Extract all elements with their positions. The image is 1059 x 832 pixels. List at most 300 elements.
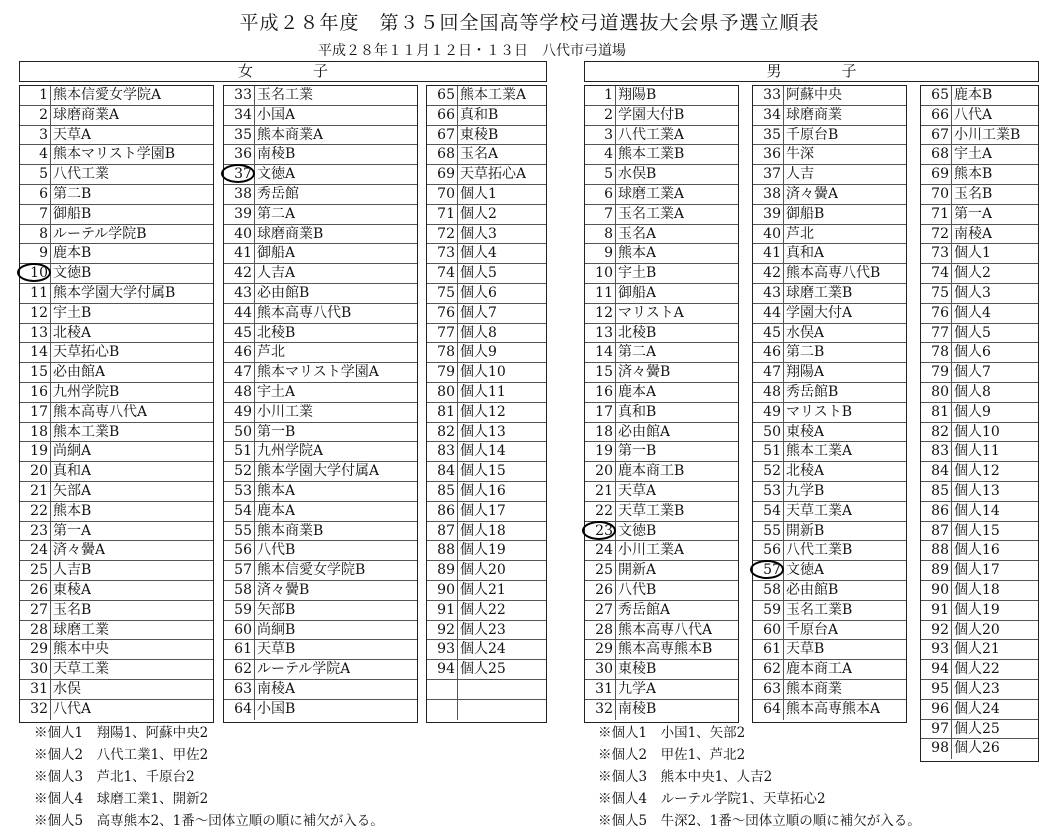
order-number: 91 xyxy=(921,601,952,620)
table-row xyxy=(921,660,1038,680)
order-number: 70 xyxy=(427,185,458,204)
table-row xyxy=(753,126,906,146)
order-number: 15 xyxy=(20,363,51,382)
table-row xyxy=(427,225,546,245)
table-row xyxy=(20,363,213,383)
table-row xyxy=(585,601,738,621)
table-row xyxy=(224,145,417,165)
team-name: 熊本信愛女学院B xyxy=(257,562,366,579)
team-name: 宇土B xyxy=(53,304,92,321)
table-row xyxy=(20,343,213,363)
table-row xyxy=(427,680,546,700)
team-name: 個人18 xyxy=(954,581,1000,598)
team-name: 個人21 xyxy=(954,641,1000,658)
order-number: 22 xyxy=(20,502,51,521)
table-row xyxy=(427,423,546,443)
order-number: 75 xyxy=(921,284,952,303)
order-number: 19 xyxy=(20,442,51,461)
table-row xyxy=(20,581,213,601)
table-row xyxy=(224,423,417,443)
order-number: 78 xyxy=(427,343,458,362)
table-row xyxy=(753,225,906,245)
order-number: 4 xyxy=(20,145,51,164)
table-row xyxy=(20,205,213,225)
table-row xyxy=(20,324,213,344)
team-name: 八代工業B xyxy=(786,542,853,559)
table-row xyxy=(20,640,213,660)
order-number: 81 xyxy=(427,403,458,422)
team-name: 天草工業A xyxy=(786,502,853,519)
order-number: 58 xyxy=(753,581,784,600)
girls-column-3 xyxy=(426,85,547,723)
order-number: 3 xyxy=(585,126,616,145)
team-name: 球磨商業B xyxy=(257,225,324,242)
table-row xyxy=(20,126,213,146)
team-name: 秀岳館B xyxy=(786,383,839,400)
table-row xyxy=(753,700,906,720)
team-name: 個人20 xyxy=(954,621,1000,638)
table-row xyxy=(585,264,738,284)
order-number: 42 xyxy=(753,264,784,283)
team-name: 文徳A xyxy=(257,166,296,183)
table-row xyxy=(224,462,417,482)
order-number: 53 xyxy=(224,482,255,501)
order-number: 18 xyxy=(585,423,616,442)
order-number: 84 xyxy=(921,462,952,481)
table-row xyxy=(427,561,546,581)
table-row xyxy=(224,581,417,601)
table-row xyxy=(753,205,906,225)
team-name: 個人22 xyxy=(954,661,1000,678)
table-row xyxy=(20,660,213,680)
table-row xyxy=(20,502,213,522)
team-name: 九州学院B xyxy=(53,383,120,400)
team-name: 熊本B xyxy=(954,166,993,183)
table-row xyxy=(20,680,213,700)
team-name: 小国A xyxy=(257,106,296,123)
order-number: 95 xyxy=(921,680,952,699)
order-number: 29 xyxy=(585,640,616,659)
table-row xyxy=(224,442,417,462)
team-name: 翔陽A xyxy=(786,364,825,381)
team-name: 東稜A xyxy=(786,423,825,440)
order-number: 2 xyxy=(20,106,51,125)
note-line: ※個人3 芦北1、千原台2 xyxy=(34,769,195,785)
table-row xyxy=(20,225,213,245)
table-row xyxy=(585,106,738,126)
order-number: 6 xyxy=(585,185,616,204)
order-number: 32 xyxy=(585,700,616,720)
table-row xyxy=(427,324,546,344)
table-row xyxy=(585,482,738,502)
team-name: 済々黌A xyxy=(786,185,839,202)
team-name: 個人23 xyxy=(954,680,1000,697)
order-number: 72 xyxy=(427,225,458,244)
team-name: 九学B xyxy=(786,482,825,499)
table-row xyxy=(753,324,906,344)
table-row xyxy=(753,165,906,185)
table-row xyxy=(585,660,738,680)
order-number: 50 xyxy=(753,423,784,442)
table-row xyxy=(224,86,417,106)
order-number: 93 xyxy=(427,640,458,659)
team-name: 個人4 xyxy=(460,245,497,262)
order-number: 91 xyxy=(427,601,458,620)
team-name: 天草A xyxy=(53,126,92,143)
table-row xyxy=(753,680,906,700)
team-name: 個人10 xyxy=(954,423,1000,440)
table-row xyxy=(921,244,1038,264)
order-number: 93 xyxy=(921,640,952,659)
team-name: 個人23 xyxy=(460,621,506,638)
team-name: 個人7 xyxy=(954,364,991,381)
team-name: 熊本高専八代A xyxy=(618,621,713,638)
team-name: 学園大付B xyxy=(618,106,685,123)
order-number: 56 xyxy=(753,541,784,560)
team-name: 人吉 xyxy=(786,166,814,183)
order-number: 40 xyxy=(753,225,784,244)
table-row xyxy=(585,126,738,146)
table-row xyxy=(921,185,1038,205)
order-number: 68 xyxy=(921,145,952,164)
team-name: 個人12 xyxy=(954,463,1000,480)
team-name: 第二A xyxy=(257,205,296,222)
team-name: 熊本商業B xyxy=(257,522,324,539)
order-number: 7 xyxy=(585,205,616,224)
table-row xyxy=(921,621,1038,641)
table-row xyxy=(585,244,738,264)
table-row xyxy=(427,581,546,601)
team-name: 尚絅A xyxy=(53,443,92,460)
team-name: 八代工業 xyxy=(53,166,109,183)
table-row xyxy=(427,442,546,462)
table-row xyxy=(585,423,738,443)
table-row xyxy=(224,660,417,680)
team-name: 熊本工業A xyxy=(786,443,853,460)
order-number: 36 xyxy=(753,145,784,164)
table-row xyxy=(224,126,417,146)
order-number: 25 xyxy=(585,561,616,580)
team-name: 秀岳館 xyxy=(257,185,299,202)
team-name: 第一A xyxy=(954,205,993,222)
team-name: 玉名B xyxy=(53,601,92,618)
order-number: 20 xyxy=(20,462,51,481)
table-row xyxy=(427,264,546,284)
order-number: 33 xyxy=(753,86,784,105)
table-row xyxy=(20,145,213,165)
table-row xyxy=(921,561,1038,581)
order-number: 54 xyxy=(753,502,784,521)
team-name: 熊本高専熊本B xyxy=(618,641,713,658)
table-row xyxy=(921,640,1038,660)
order-number: 11 xyxy=(585,284,616,303)
table-row xyxy=(427,601,546,621)
team-name: 個人2 xyxy=(460,205,497,222)
team-name: 天草拓心A xyxy=(460,166,527,183)
order-number: 38 xyxy=(224,185,255,204)
team-name: 個人17 xyxy=(954,562,1000,579)
order-number: 22 xyxy=(585,502,616,521)
table-row xyxy=(427,403,546,423)
table-row xyxy=(753,106,906,126)
order-number: 55 xyxy=(753,522,784,541)
team-name: ルーテル学院B xyxy=(53,225,147,242)
table-row xyxy=(224,205,417,225)
order-number xyxy=(427,700,458,720)
team-name: 熊本高専熊本A xyxy=(786,700,881,717)
order-number: 38 xyxy=(753,185,784,204)
order-number: 14 xyxy=(585,343,616,362)
team-name: 熊本高専八代B xyxy=(257,304,352,321)
team-name xyxy=(458,700,460,720)
table-row xyxy=(20,264,213,284)
team-name: 北稜B xyxy=(257,324,296,341)
table-row xyxy=(20,185,213,205)
team-name: 第二B xyxy=(786,344,825,361)
order-number: 30 xyxy=(20,660,51,679)
team-name: 熊本学園大学付属B xyxy=(53,284,176,301)
boys-header: 男子 xyxy=(584,61,1039,82)
team-name: 玉名A xyxy=(460,146,499,163)
team-name: 個人14 xyxy=(954,502,1000,519)
team-name: 個人22 xyxy=(460,601,506,618)
team-name: 個人1 xyxy=(954,245,991,262)
order-number: 82 xyxy=(921,423,952,442)
order-number: 27 xyxy=(20,601,51,620)
order-number: 51 xyxy=(753,442,784,461)
table-row xyxy=(427,165,546,185)
table-row xyxy=(921,720,1038,740)
order-number: 75 xyxy=(427,284,458,303)
table-row xyxy=(427,343,546,363)
note-line: ※個人5 牛深2、1番～団体立順の順に補欠が入る。 xyxy=(598,813,921,829)
order-number: 73 xyxy=(427,244,458,263)
team-name: 個人11 xyxy=(460,383,506,400)
girls-notes xyxy=(34,722,384,832)
table-row xyxy=(224,621,417,641)
table-row xyxy=(224,700,417,720)
team-name: 八代B xyxy=(257,542,296,559)
table-row xyxy=(427,522,546,542)
team-name: 個人11 xyxy=(954,443,1000,460)
order-number: 92 xyxy=(427,621,458,640)
order-number: 71 xyxy=(921,205,952,224)
table-row xyxy=(921,383,1038,403)
table-row xyxy=(427,621,546,641)
team-name: 東稜B xyxy=(618,661,657,678)
team-name: 真和B xyxy=(460,106,499,123)
team-name: マリストB xyxy=(786,403,853,420)
team-name: 水俣A xyxy=(786,324,825,341)
team-name: 熊本工業A xyxy=(460,87,527,103)
team-name: 第二B xyxy=(53,185,92,202)
team-name: 開新A xyxy=(618,562,657,579)
team-name: 玉名工業A xyxy=(618,205,685,222)
table-row xyxy=(921,165,1038,185)
order-number: 83 xyxy=(427,442,458,461)
table-row xyxy=(921,126,1038,146)
team-name: 球磨商業 xyxy=(786,106,842,123)
order-number: 83 xyxy=(921,442,952,461)
order-number: 49 xyxy=(224,403,255,422)
table-row xyxy=(921,106,1038,126)
order-number: 33 xyxy=(224,86,255,105)
table-row xyxy=(753,482,906,502)
table-row xyxy=(921,343,1038,363)
girls-column-2 xyxy=(223,85,418,723)
team-name: 必由館B xyxy=(257,284,310,301)
girls-column-1 xyxy=(19,85,214,723)
table-row xyxy=(427,145,546,165)
table-row xyxy=(224,343,417,363)
table-row xyxy=(427,502,546,522)
circled-order-number: 10 xyxy=(20,264,51,283)
table-row xyxy=(921,225,1038,245)
team-name: 個人13 xyxy=(460,423,506,440)
team-name: 天草B xyxy=(257,641,296,658)
order-number: 94 xyxy=(921,660,952,679)
team-name: 矢部A xyxy=(53,482,92,499)
team-name: 翔陽B xyxy=(618,87,657,103)
order-number: 39 xyxy=(753,205,784,224)
team-name: 個人17 xyxy=(460,502,506,519)
order-number: 89 xyxy=(921,561,952,580)
team-name: 文徳B xyxy=(53,265,92,282)
order-number: 26 xyxy=(585,581,616,600)
table-row xyxy=(921,363,1038,383)
order-number: 14 xyxy=(20,343,51,362)
table-row xyxy=(921,502,1038,522)
team-name: 玉名工業 xyxy=(257,87,313,103)
boys-column-1 xyxy=(584,85,739,723)
order-number: 72 xyxy=(921,225,952,244)
table-row xyxy=(224,522,417,542)
team-name: 八代A xyxy=(954,106,993,123)
girls-header: 女子 xyxy=(19,61,547,82)
table-row xyxy=(427,462,546,482)
table-row xyxy=(753,343,906,363)
table-row xyxy=(921,324,1038,344)
order-number: 1 xyxy=(20,86,51,105)
page-title: 平成２８年度 第３５回全国高等学校弓道選抜大会県予選立順表 xyxy=(239,12,820,34)
order-number: 80 xyxy=(427,383,458,402)
table-row xyxy=(20,621,213,641)
team-name: 御船A xyxy=(618,284,657,301)
table-row xyxy=(921,442,1038,462)
table-row xyxy=(921,462,1038,482)
order-number: 17 xyxy=(20,403,51,422)
team-name: 熊本マリスト学園A xyxy=(257,364,379,381)
table-row xyxy=(753,442,906,462)
team-name: 熊本中央 xyxy=(53,641,109,658)
team-name: 八代A xyxy=(53,700,92,717)
order-number: 47 xyxy=(753,363,784,382)
note-line: ※個人2 八代工業1、甲佐2 xyxy=(34,747,209,763)
team-name: 熊本B xyxy=(53,502,92,519)
order-number: 82 xyxy=(427,423,458,442)
team-name: 秀岳館A xyxy=(618,601,671,618)
team-name: 天草B xyxy=(786,641,825,658)
team-name: 第一B xyxy=(257,423,296,440)
team-name: 球磨工業 xyxy=(53,621,109,638)
team-name: 文徳B xyxy=(618,522,657,539)
table-row xyxy=(753,462,906,482)
circled-order-number: 23 xyxy=(585,522,616,541)
team-name: 必由館A xyxy=(618,423,671,440)
table-row xyxy=(585,225,738,245)
order-number: 16 xyxy=(585,383,616,402)
table-row xyxy=(585,324,738,344)
boys-column-3 xyxy=(920,85,1039,762)
order-number: 74 xyxy=(921,264,952,283)
table-row xyxy=(224,680,417,700)
team-name: 真和B xyxy=(618,403,657,420)
table-row xyxy=(753,660,906,680)
table-row xyxy=(921,264,1038,284)
order-number: 98 xyxy=(921,739,952,759)
table-row xyxy=(224,284,417,304)
order-number: 67 xyxy=(921,126,952,145)
table-row xyxy=(585,165,738,185)
team-name: 芦北 xyxy=(257,344,285,361)
team-name: 個人1 xyxy=(460,185,497,202)
table-row xyxy=(585,284,738,304)
team-name: 矢部B xyxy=(257,601,296,618)
team-name: 鹿本A xyxy=(257,502,296,519)
table-row xyxy=(427,86,546,106)
table-row xyxy=(224,363,417,383)
table-row xyxy=(224,304,417,324)
team-name: 個人2 xyxy=(954,265,991,282)
order-number: 68 xyxy=(427,145,458,164)
order-number: 47 xyxy=(224,363,255,382)
table-row xyxy=(585,403,738,423)
team-name: 個人6 xyxy=(460,284,497,301)
team-name: 必由館B xyxy=(786,581,839,598)
order-number: 41 xyxy=(224,244,255,263)
team-name: 芦北 xyxy=(786,225,814,242)
order-number: 73 xyxy=(921,244,952,263)
order-number: 63 xyxy=(224,680,255,699)
order-number: 90 xyxy=(921,581,952,600)
note-line: ※個人2 甲佐1、芦北2 xyxy=(598,747,746,763)
order-number: 85 xyxy=(427,482,458,501)
team-name: 牛深 xyxy=(786,146,814,163)
team-name: 玉名工業B xyxy=(786,601,853,618)
order-number: 3 xyxy=(20,126,51,145)
order-number: 39 xyxy=(224,205,255,224)
team-name: 阿蘇中央 xyxy=(786,87,842,103)
table-row xyxy=(585,86,738,106)
order-number: 56 xyxy=(224,541,255,560)
team-name: 南稜A xyxy=(257,680,296,697)
team-name: 個人16 xyxy=(954,542,1000,559)
order-number: 46 xyxy=(753,343,784,362)
team-name: 鹿本A xyxy=(618,383,657,400)
table-row xyxy=(427,700,546,720)
order-number: 87 xyxy=(921,522,952,541)
table-row xyxy=(585,581,738,601)
order-number: 11 xyxy=(20,284,51,303)
order-number: 31 xyxy=(585,680,616,699)
team-name: 千原台B xyxy=(786,126,839,143)
page-subtitle: 平成２８年１１月１２日・１３日 八代市弓道場 xyxy=(318,43,626,59)
table-row xyxy=(753,284,906,304)
order-number: 48 xyxy=(753,383,784,402)
table-row xyxy=(585,621,738,641)
team-name: 球磨工業B xyxy=(786,284,853,301)
team-name: 文徳A xyxy=(786,562,825,579)
